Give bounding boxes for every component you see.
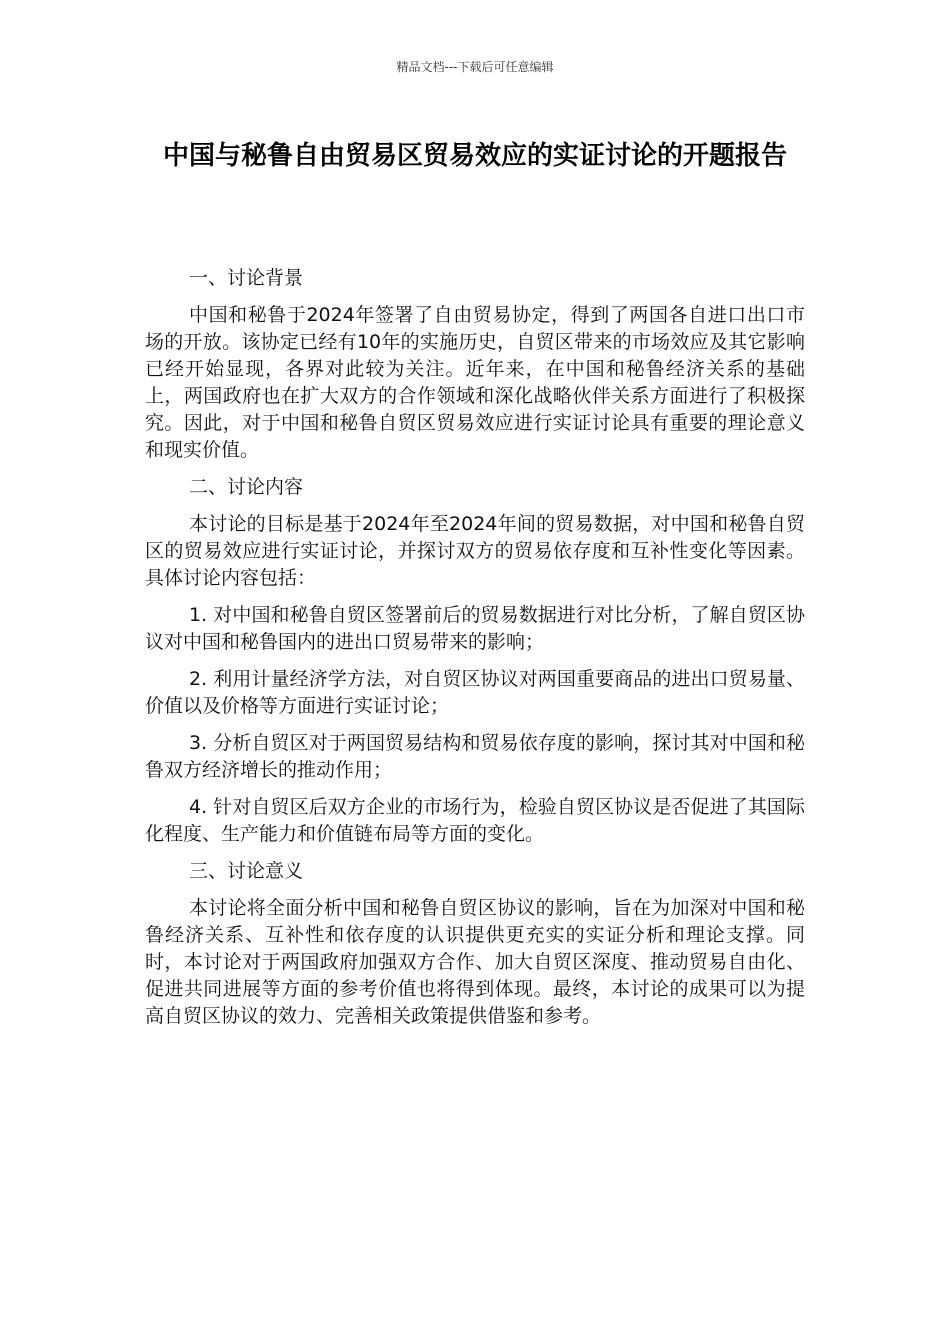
paragraph: 中国和秘鲁于2024年签署了自由贸易协定，得到了两国各自进口出口市场的开放。该协定已经有10年的实施历史，自贸区带来的市场效应及其它影响已经开始显现，各界对此较为关注。近年来，在中国和秘鲁经济关系的基础上，两国政府也在扩大双方的合作领域和深化战略伙伴关系方面进行了积极探究。因此，对于中国和秘鲁自贸区贸易效应进行实证讨论具有重要的理论意义和现实价值。 (145, 304, 805, 461)
header-note: 精品文档---下载后可任意编辑 (396, 60, 554, 74)
list-item: 3. 分析自贸区对于两国贸易结构和贸易依存度的影响，探讨其对中国和秘鲁双方经济增长的推动作用； (145, 732, 805, 781)
list-item: 4. 针对自贸区后双方企业的市场行为，检验自贸区协议是否促进了其国际化程度、生产能力和价值链布局等方面的变化。 (145, 796, 805, 845)
section-heading-content: 二、讨论内容 (189, 476, 304, 498)
section-heading-significance: 三、讨论意义 (189, 860, 304, 882)
document-body (145, 265, 805, 1040)
section-heading-background: 一、讨论背景 (189, 267, 304, 289)
paragraph: 本讨论的目标是基于2024年至2024年间的贸易数据，对中国和秘鲁自贸区的贸易效应进行实证讨论，并探讨双方的贸易依存度和互补性变化等因素。具体讨论内容包括： (145, 513, 805, 589)
paragraph: 本讨论将全面分析中国和秘鲁自贸区协议的影响，旨在为加深对中国和秘鲁经济关系、互补性和依存度的认识提供更充实的实证分析和理论支撑。同时，本讨论对于两国政府加强双方合作、加大自贸区深度、推动贸易自由化、促进共同进展等方面的参考价值也将得到体现。最终，本讨论的成果可以为提高自贸区协议的效力、完善相关政策提供借鉴和参考。 (145, 897, 805, 1027)
list-item: 2. 利用计量经济学方法，对自贸区协议对两国重要商品的进出口贸易量、价值以及价格等方面进行实证讨论； (145, 668, 805, 717)
document-title: 中国与秘鲁自由贸易区贸易效应的实证讨论的开题报告 (162, 141, 787, 171)
list-item: 1. 对中国和秘鲁自贸区签署前后的贸易数据进行对比分析，了解自贸区协议对中国和秘鲁国内的进出口贸易带来的影响； (145, 604, 805, 653)
